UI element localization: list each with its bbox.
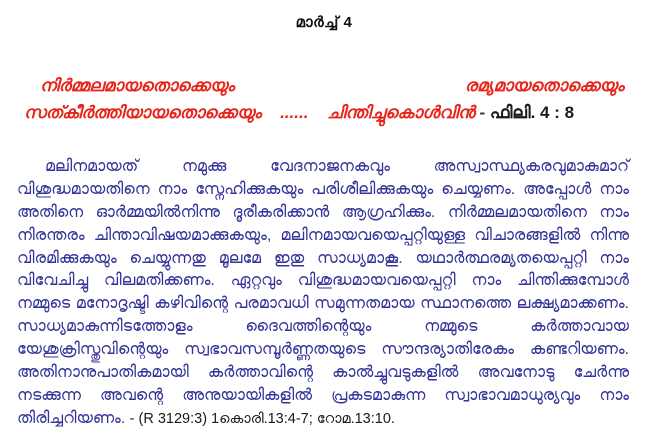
verse-reference: ഫിലി. 4 : 8 <box>489 103 575 123</box>
verse-separator: - <box>474 103 490 123</box>
page-title: മാർച്ച് 4 <box>295 14 353 31</box>
paragraph-citation: - (R 3129:3) 1കൊരി.13:4-7; റോമ.13:10. <box>129 410 395 427</box>
devotional-paragraph <box>17 156 629 431</box>
verse-text: നിർമ്മലമായതൊക്കെയും രമ്യമായതൊക്കെയും സത്കീർത്തിയായതൊക്കെയും ...... ചിന്തിച്ചുകൊൾവിൻ <box>24 76 624 123</box>
verse-block <box>24 72 624 126</box>
paragraph-text: മലിനമായത് നമുക്കു വേദനാജനകവും അസ്വാസ്ഥ്യകരവുമാകുമാറ് വിശുദ്ധമായതിനെ നാം സ്നേഹിക്കുകയും പരിശീലിക്കുകയും ചെയ്യണം. അപ്പോൾ നാം അതിനെ ഓർമ്മയിൽനിന്നു ദൂരീകരിക്കാൻ ആഗ്രഹിക്കും. നിർമ്മലമായതിനെ നാം നിരന്തരം ചിന്താവിഷയമാക്കുകയും, മലിനമായവയെപ്പറ്റിയുള്ള വിചാരങ്ങളിൽ നിന്നു വിരമിക്കുകയും ചെയ്യുന്നതു മൂലമേ ഇതു സാധ്യമാകൂ. യഥാർത്ഥരമ്യതയെപ്പറ്റി നാം വിവേചിച്ചു വിലമതിക്കണം. ഏറ്റവും വിശുദ്ധമായവയെപ്പറ്റി നാം ചിന്തിക്കുമ്പോൾ നമ്മുടെ മനോദൃഷ്ടി കഴിവിന്റെ പരമാവധി സമുന്നതമായ സ്ഥാനത്തെ ലക്ഷ്യമാക്കണം. സാധ്യമാകുന്നിടത്തോളം ദൈവത്തിന്റെയും നമ്മുടെ കർത്താവായ യേശുക്രിസ്തുവിന്റെയും സ്വഭാവസമ്പൂർണ്ണതയുടെ സൗന്ദര്യാതിരേകം കണ്ടറിയണം. അതിനാനുപാതികമായി കർത്താവിന്റെ കാൽച്ചുവടുകളിൽ അവനോടു ചേർന്നു നടക്കുന്ന അവന്റെ അനുയായികളിൽ പ്രകടമാകുന്ന സ്വാഭാവമാധുര്യവും നാം തിരിച്ചറിയണം. <box>17 158 629 427</box>
